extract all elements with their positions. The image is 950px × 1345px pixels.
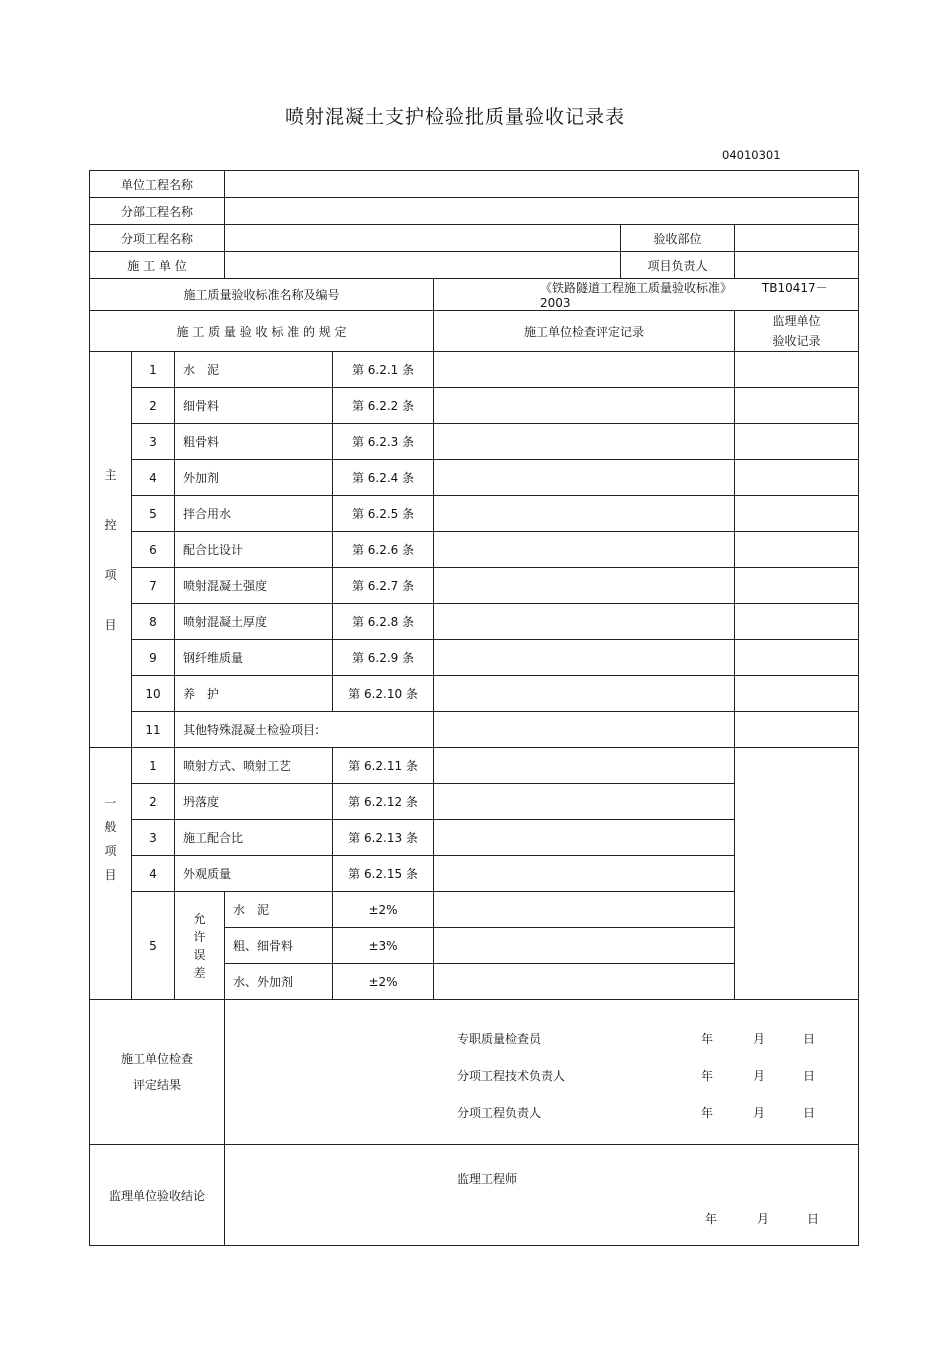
sub-item-value[interactable] [225,225,621,252]
contractor-record-cell[interactable] [434,856,735,892]
item-no: 9 [132,640,175,676]
main-control-row [90,496,859,532]
contractor-record-cell[interactable] [434,388,735,424]
item-name: 施工配合比 [175,820,333,856]
main-control-row-other [90,712,859,748]
main-control-row [90,532,859,568]
contractor-result-row [90,1000,859,1145]
tolerance-name: 水 泥 [225,892,333,928]
item-no: 2 [132,784,175,820]
construction-unit-value[interactable] [225,252,621,279]
main-control-row [90,676,859,712]
item-name: 拌合用水 [175,496,333,532]
month-label: 月 [753,1031,766,1046]
signer-quality-inspector: 专职质量检查员 [457,1031,542,1046]
contractor-result-area[interactable] [225,1000,859,1145]
main-control-row [90,352,859,388]
standard-value-cell [434,279,859,311]
item-clause: 第 6.2.5 条 [333,496,434,532]
tolerance-name: 水、外加剂 [225,964,333,1000]
contractor-record-cell[interactable] [434,676,735,712]
item-clause: 第 6.2.10 条 [333,676,434,712]
form-code: 04010301 [722,148,781,162]
item-no: 1 [132,352,175,388]
item-no: 3 [132,424,175,460]
unit-project-label: 单位工程名称 [90,171,225,198]
item-no: 7 [132,568,175,604]
signer-sub-item-leader: 分项工程负责人 [457,1105,542,1120]
contractor-record-header: 施工单位检查评定记录 [434,311,735,352]
contractor-record-cell[interactable] [434,424,735,460]
item-clause: 第 6.2.2 条 [333,388,434,424]
day-label: 日 [803,1068,816,1083]
main-control-row [90,568,859,604]
supervisor-record-cell[interactable] [735,712,859,748]
month-label: 月 [753,1105,766,1120]
supervisor-record-cell[interactable] [735,676,859,712]
supervisor-record-cell[interactable] [735,388,859,424]
main-control-label: 主 控 项 目 [90,352,132,748]
item-no: 11 [132,712,175,748]
signer-technical-leader: 分项工程技术负责人 [457,1068,566,1083]
supervisor-record-cell[interactable] [735,532,859,568]
spec-column-header: 施 工 质 量 验 收 标 准 的 规 定 [90,311,434,352]
item-no: 3 [132,820,175,856]
month-label: 月 [757,1211,770,1226]
item-name: 其他特殊混凝土检验项目: [175,712,434,748]
construction-unit-label: 施 工 单 位 [90,252,225,279]
item-clause: 第 6.2.4 条 [333,460,434,496]
item-clause: 第 6.2.8 条 [333,604,434,640]
contractor-record-cell[interactable] [434,460,735,496]
item-name: 钢纤维质量 [175,640,333,676]
item-no: 1 [132,748,175,784]
contractor-record-cell[interactable] [434,496,735,532]
item-clause: 第 6.2.11 条 [333,748,434,784]
supervisor-record-header [735,311,859,352]
supervisor-record-header-line2: 验收记录 [772,334,821,348]
day-label: 日 [807,1211,820,1226]
item-clause: 第 6.2.13 条 [333,820,434,856]
general-label: 一 般 项 目 [90,748,132,1000]
item-no: 8 [132,604,175,640]
year-label: 年 [701,1105,714,1120]
main-control-row [90,604,859,640]
contractor-record-cell[interactable] [434,892,735,928]
contractor-record-cell[interactable] [434,964,735,1000]
item-no: 4 [132,460,175,496]
contractor-result-label: 施工单位检查 评定结果 [90,1000,225,1145]
item-name: 外加剂 [175,460,333,496]
contractor-record-cell[interactable] [434,748,735,784]
item-clause: 第 6.2.15 条 [333,856,434,892]
supervisor-record-cell[interactable] [735,640,859,676]
acceptance-part-label: 验收部位 [621,225,735,252]
page-title: 喷射混凝土支护检验批质量验收记录表 [284,106,625,128]
tolerance-label: 允 许 误 差 [175,892,225,1000]
tolerance-value: ±2% [333,892,434,928]
supervisor-result-label: 监理单位验收结论 [90,1145,225,1246]
contractor-record-cell[interactable] [434,604,735,640]
tolerance-value: ±2% [333,964,434,1000]
contractor-record-cell[interactable] [434,928,735,964]
project-leader-label: 项目负责人 [621,252,735,279]
item-name: 粗骨料 [175,424,333,460]
contractor-record-cell[interactable] [434,820,735,856]
main-control-row [90,388,859,424]
tolerance-name: 粗、细骨料 [225,928,333,964]
contractor-record-cell[interactable] [434,712,735,748]
signer-supervising-engineer: 监理工程师 [457,1171,518,1186]
supervisor-record-cell[interactable] [735,424,859,460]
month-label: 月 [753,1068,766,1083]
contractor-record-cell[interactable] [434,640,735,676]
item-name: 细骨料 [175,388,333,424]
item-no: 5 [132,496,175,532]
item-no: 6 [132,532,175,568]
supervisor-result-row [90,1145,859,1246]
sub-item-label: 分项工程名称 [90,225,225,252]
general-row [90,748,859,784]
item-name: 喷射混凝土强度 [175,568,333,604]
item-no: 4 [132,856,175,892]
item-clause: 第 6.2.1 条 [333,352,434,388]
supervisor-result-area[interactable] [225,1145,859,1246]
main-control-row [90,424,859,460]
year-label: 年 [705,1211,718,1226]
tolerance-value: ±3% [333,928,434,964]
contractor-record-cell[interactable] [434,568,735,604]
item-clause: 第 6.2.9 条 [333,640,434,676]
row-column-headers [90,311,859,352]
row-construction-unit [90,252,859,279]
item-name: 水 泥 [175,352,333,388]
standard-value: 《铁路隧道工程施工质量验收标准》 [540,281,733,295]
contractor-record-cell[interactable] [434,532,735,568]
item-clause: 第 6.2.12 条 [333,784,434,820]
supervisor-record-cell[interactable] [735,496,859,532]
item-name: 外观质量 [175,856,333,892]
item-no: 5 [132,892,175,1000]
year-label: 年 [701,1068,714,1083]
day-label: 日 [803,1105,816,1120]
supervisor-record-header-line1: 监理单位 [772,314,821,328]
row-standard [90,279,859,311]
supervisor-record-cell[interactable] [735,460,859,496]
supervisor-record-cell[interactable] [735,748,859,1000]
item-name: 喷射混凝土厚度 [175,604,333,640]
supervisor-record-cell[interactable] [735,352,859,388]
year-label: 年 [701,1031,714,1046]
item-no: 10 [132,676,175,712]
item-clause: 第 6.2.6 条 [333,532,434,568]
row-sub-item [90,225,859,252]
acceptance-part-value[interactable] [735,225,859,252]
project-leader-value[interactable] [735,252,859,279]
row-sub-division [90,198,859,225]
main-control-row [90,460,859,496]
sub-division-label: 分部工程名称 [90,198,225,225]
item-clause: 第 6.2.3 条 [333,424,434,460]
unit-project-value[interactable] [225,171,859,198]
supervisor-record-cell[interactable] [735,604,859,640]
item-no: 2 [132,388,175,424]
item-name: 配合比设计 [175,532,333,568]
standard-label: 施工质量验收标准名称及编号 [90,279,434,311]
sub-division-value[interactable] [225,198,859,225]
main-control-row [90,640,859,676]
item-name: 坍落度 [175,784,333,820]
row-unit-project [90,171,859,198]
item-clause: 第 6.2.7 条 [333,568,434,604]
supervisor-record-cell[interactable] [735,568,859,604]
item-name: 养 护 [175,676,333,712]
contractor-record-cell[interactable] [434,352,735,388]
day-label: 日 [803,1031,816,1046]
inspection-form-table [89,170,859,1246]
item-name: 喷射方式、喷射工艺 [175,748,333,784]
standard-code: TB10417－2003 [540,281,828,310]
contractor-record-cell[interactable] [434,784,735,820]
